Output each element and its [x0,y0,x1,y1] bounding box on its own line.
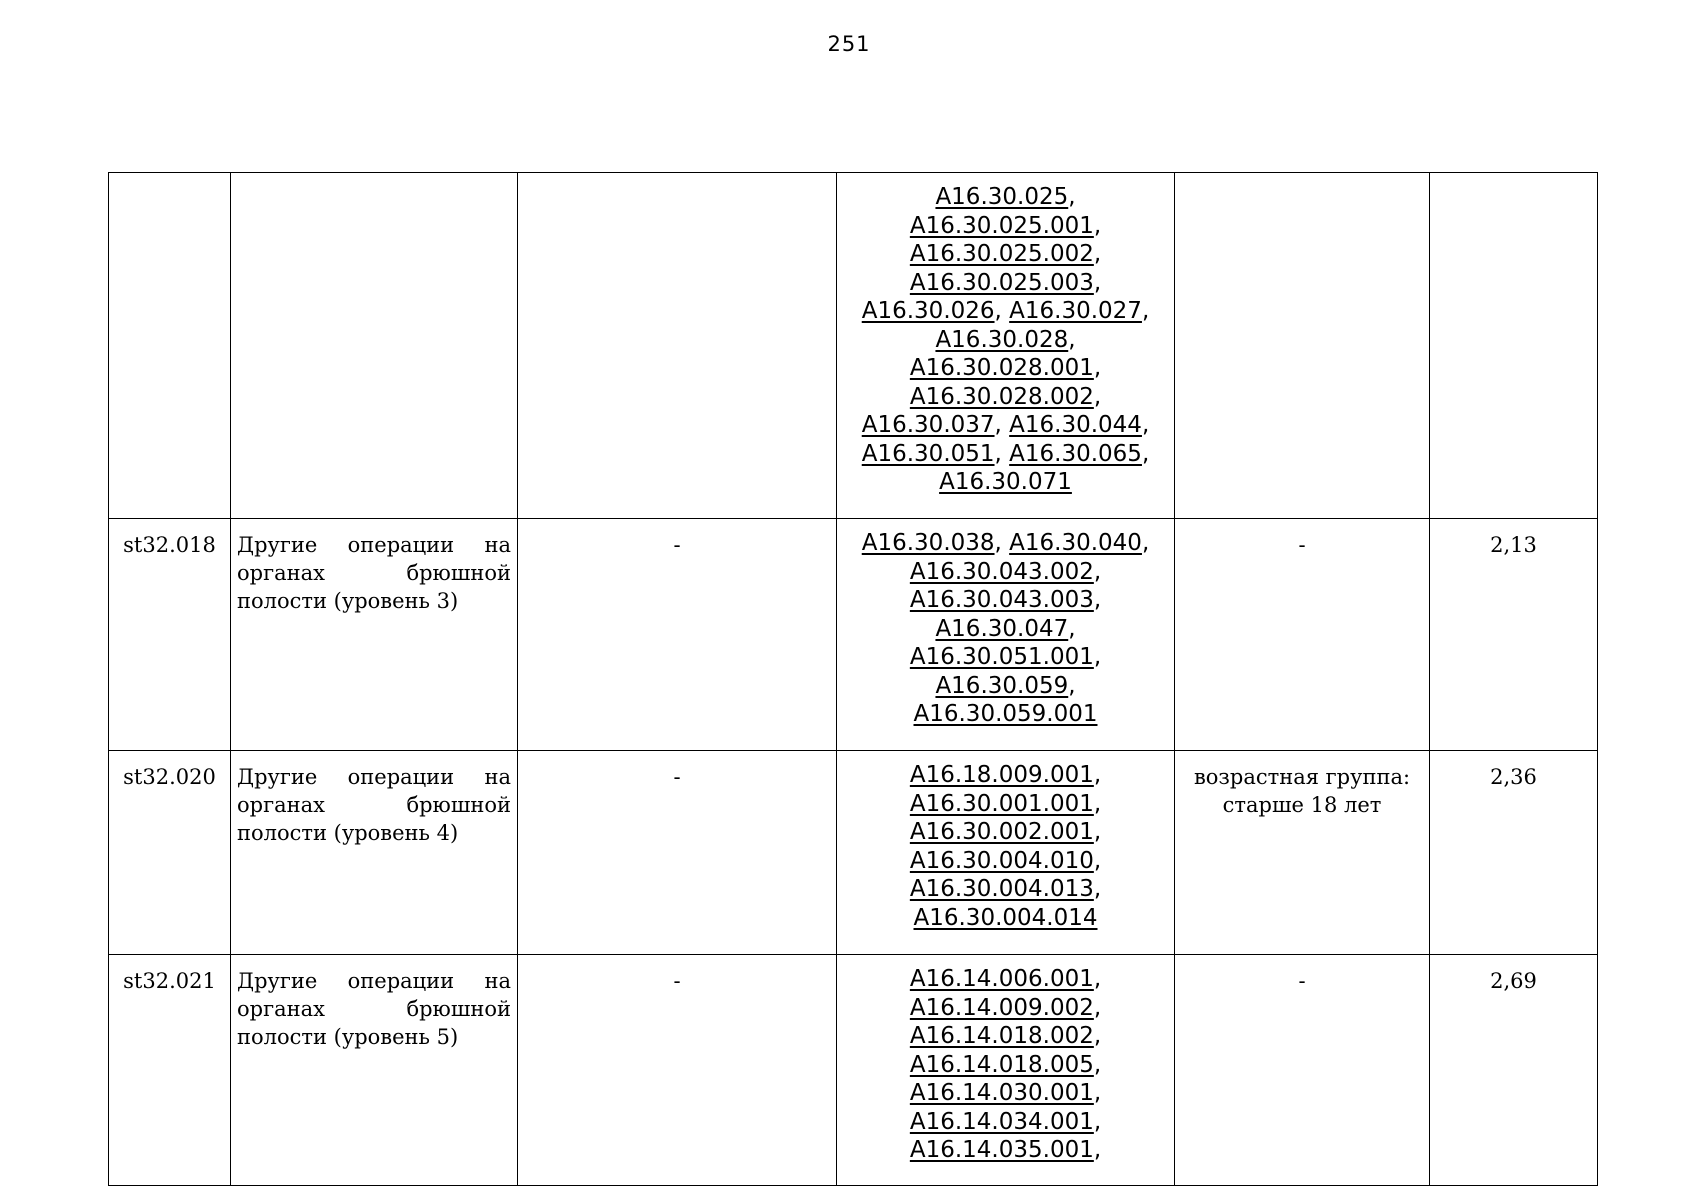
group-name-line [237,587,511,615]
condition-line: возрастная группа: [1193,765,1411,789]
tariff-table [108,172,1598,1186]
operation-code-link[interactable]: A16.30.059 [935,672,1069,699]
group-name-line [237,531,511,559]
coefficient-value: 2,36 [1490,765,1537,789]
operation-code-link[interactable]: A16.30.027 [1009,298,1142,324]
operation-code-link[interactable]: A16.30.028.001 [909,355,1094,381]
group-name-word: брюшной [406,997,511,1021]
diagnosis-codes-cell [518,519,837,751]
condition-cell [1175,955,1430,1186]
operation-code-link[interactable]: A16.14.009.002 [909,994,1094,1021]
operation-code-link[interactable]: A16.14.034.001 [909,1108,1094,1135]
operation-code-link[interactable]: A16.14.030.001 [909,1080,1094,1106]
group-code-cell [109,751,231,955]
operation-code-link[interactable]: A16.30.002.001 [909,819,1094,845]
operation-codes-line [837,700,1174,729]
operation-codes-line: A16.14.018.005, [909,1051,1102,1078]
operation-code-link[interactable]: A16.14.035.001 [909,1137,1094,1163]
operation-code-link[interactable]: A16.18.009.001 [909,762,1094,788]
group-name-line [237,1023,511,1051]
operation-code-link[interactable]: A16.30.028.002 [909,383,1094,410]
operation-code-link[interactable]: A16.14.018.005 [909,1051,1094,1078]
group-name-word: брюшной [406,793,511,817]
operation-codes-line [837,904,1174,933]
operation-codes-line: A16.14.034.001, [909,1108,1102,1135]
operation-codes-line: A16.30.059, [935,672,1076,699]
operation-codes-cell [837,955,1175,1186]
operation-code-link[interactable]: A16.30.065 [1009,440,1142,467]
operation-code-link[interactable]: A16.30.001.001 [909,790,1094,817]
group-name-cell [231,519,518,751]
operation-code-link[interactable]: A16.30.071 [939,469,1072,495]
operation-codes-line: A16.30.037, A16.30.044, [861,412,1150,438]
operation-code-link[interactable]: A16.30.043.003 [909,587,1094,613]
operation-code-link[interactable]: A16.30.040 [1009,530,1142,556]
operation-code-link[interactable]: A16.30.038 [861,530,995,556]
coefficient-cell [1430,751,1598,955]
condition-line: старше 18 лет [1222,793,1382,817]
operation-codes-line: A16.30.047, [935,615,1076,642]
table-row [109,519,1598,751]
group-name-word: полости (уровень 4) [237,821,459,845]
group-name-word: полости (уровень 3) [237,589,459,613]
table-row [109,751,1598,955]
group-name-word: на [484,969,511,993]
group-name-word: полости (уровень 5) [237,1025,459,1049]
group-name-word: органах [237,997,325,1021]
operation-codes-line: A16.30.038, A16.30.040, [861,530,1150,556]
group-name-cell [231,751,518,955]
operation-code-link[interactable]: A16.30.004.010 [909,847,1094,874]
operation-code-link[interactable]: A16.30.026 [861,298,995,324]
group-code-cell [109,955,231,1186]
condition-line: - [1298,969,1306,993]
operation-code-link[interactable]: A16.30.043.002 [909,558,1094,585]
operation-code-link[interactable]: A16.30.025.001 [909,212,1094,239]
diagnosis-codes-cell [518,173,837,519]
coefficient-cell [1430,519,1598,751]
operation-codes-line: A16.30.043.003, [909,587,1102,613]
operation-codes-line: A16.14.009.002, [909,994,1102,1021]
group-name-word: операции [347,969,455,993]
coefficient-cell [1430,173,1598,519]
table-row [109,955,1598,1186]
group-name-line [237,559,511,587]
operation-code-link[interactable]: A16.30.059.001 [913,701,1098,727]
operation-code-link[interactable]: A16.30.051 [861,440,995,467]
operation-codes-line: A16.30.004.010, [909,847,1102,874]
group-code: st32.021 [123,969,216,993]
group-name-line [237,995,511,1023]
operation-code-link[interactable]: A16.30.047 [935,615,1069,642]
operation-codes-line: A16.30.025, [935,184,1076,210]
group-name-word: органах [237,561,325,585]
operation-codes-line: A16.30.028.001, [909,355,1102,381]
operation-codes-line: A16.30.043.002, [909,558,1102,585]
group-name-line [237,791,511,819]
condition-cell [1175,519,1430,751]
operation-codes-line: A16.14.030.001, [909,1080,1102,1106]
group-name-line [237,763,511,791]
coefficient-value: 2,69 [1490,969,1537,993]
operation-code-link[interactable]: A16.30.051.001 [909,644,1094,670]
diagnosis-codes-cell [518,751,837,955]
diagnosis-codes-value: - [673,533,681,557]
group-name-word: операции [347,765,455,789]
operation-codes-cell [837,173,1175,519]
operation-codes-line: A16.30.025.001, [909,212,1102,239]
operation-code-link[interactable]: A16.30.025 [935,184,1069,210]
group-name-word: Другие [237,533,318,557]
group-code: st32.018 [123,533,216,557]
operation-code-link[interactable]: A16.30.028 [935,326,1069,353]
group-name-cell [231,173,518,519]
operation-codes-cell [837,751,1175,955]
operation-codes-line: A16.18.009.001, [909,762,1102,788]
diagnosis-codes-value: - [673,969,681,993]
operation-code-link[interactable]: A16.14.006.001 [909,966,1094,992]
coefficient-cell [1430,955,1598,1186]
group-name-word: органах [237,793,325,817]
operation-codes-line: A16.30.051, A16.30.065, [861,440,1150,467]
operation-codes-line: A16.30.051.001, [909,644,1102,670]
group-code-cell [109,173,231,519]
page-number: 251 [827,32,871,56]
operation-codes-line: A16.30.028, [935,326,1076,353]
group-name-word: операции [347,533,455,557]
operation-code-link[interactable]: A16.14.018.002 [909,1023,1094,1049]
group-name-word: на [484,533,511,557]
diagnosis-codes-cell [518,955,837,1186]
operation-codes-line: A16.14.035.001, [909,1137,1102,1163]
operation-code-link[interactable]: A16.30.025.003 [909,269,1094,296]
operation-code-link[interactable]: A16.30.037 [861,412,995,438]
operation-codes-line: A16.30.004.013, [909,876,1102,902]
group-name-line [237,819,511,847]
operation-codes-line: A16.14.018.002, [909,1023,1102,1049]
group-name-word: Другие [237,765,318,789]
operation-codes-line: A16.30.026, A16.30.027, [861,298,1150,324]
operation-codes-line: A16.30.002.001, [909,819,1102,845]
group-code-cell [109,519,231,751]
coefficient-value: 2,13 [1490,533,1537,557]
group-name-word: Другие [237,969,318,993]
table-row [109,173,1598,519]
group-code: st32.020 [123,765,216,789]
condition-cell [1175,751,1430,955]
operation-codes-line: A16.14.006.001, [909,966,1102,992]
table-body [109,173,1598,1186]
operation-code-link[interactable]: A16.30.044 [1009,412,1142,438]
condition-line: - [1298,533,1306,557]
operation-codes-line: A16.30.028.002, [909,383,1102,410]
operation-codes-line: A16.30.025.002, [909,241,1102,267]
operation-code-link[interactable]: A16.30.004.014 [913,904,1098,931]
group-name-word: брюшной [406,561,511,585]
operation-code-link[interactable]: A16.30.004.013 [909,876,1094,902]
operation-codes-line: A16.30.001.001, [909,790,1102,817]
operation-codes-line [837,468,1174,497]
operation-codes-cell [837,519,1175,751]
diagnosis-codes-value: - [673,765,681,789]
condition-cell [1175,173,1430,519]
group-name-cell [231,955,518,1186]
operation-code-link[interactable]: A16.30.025.002 [909,241,1094,267]
operation-codes-line: A16.30.025.003, [909,269,1102,296]
group-name-word: на [484,765,511,789]
group-name-line [237,967,511,995]
